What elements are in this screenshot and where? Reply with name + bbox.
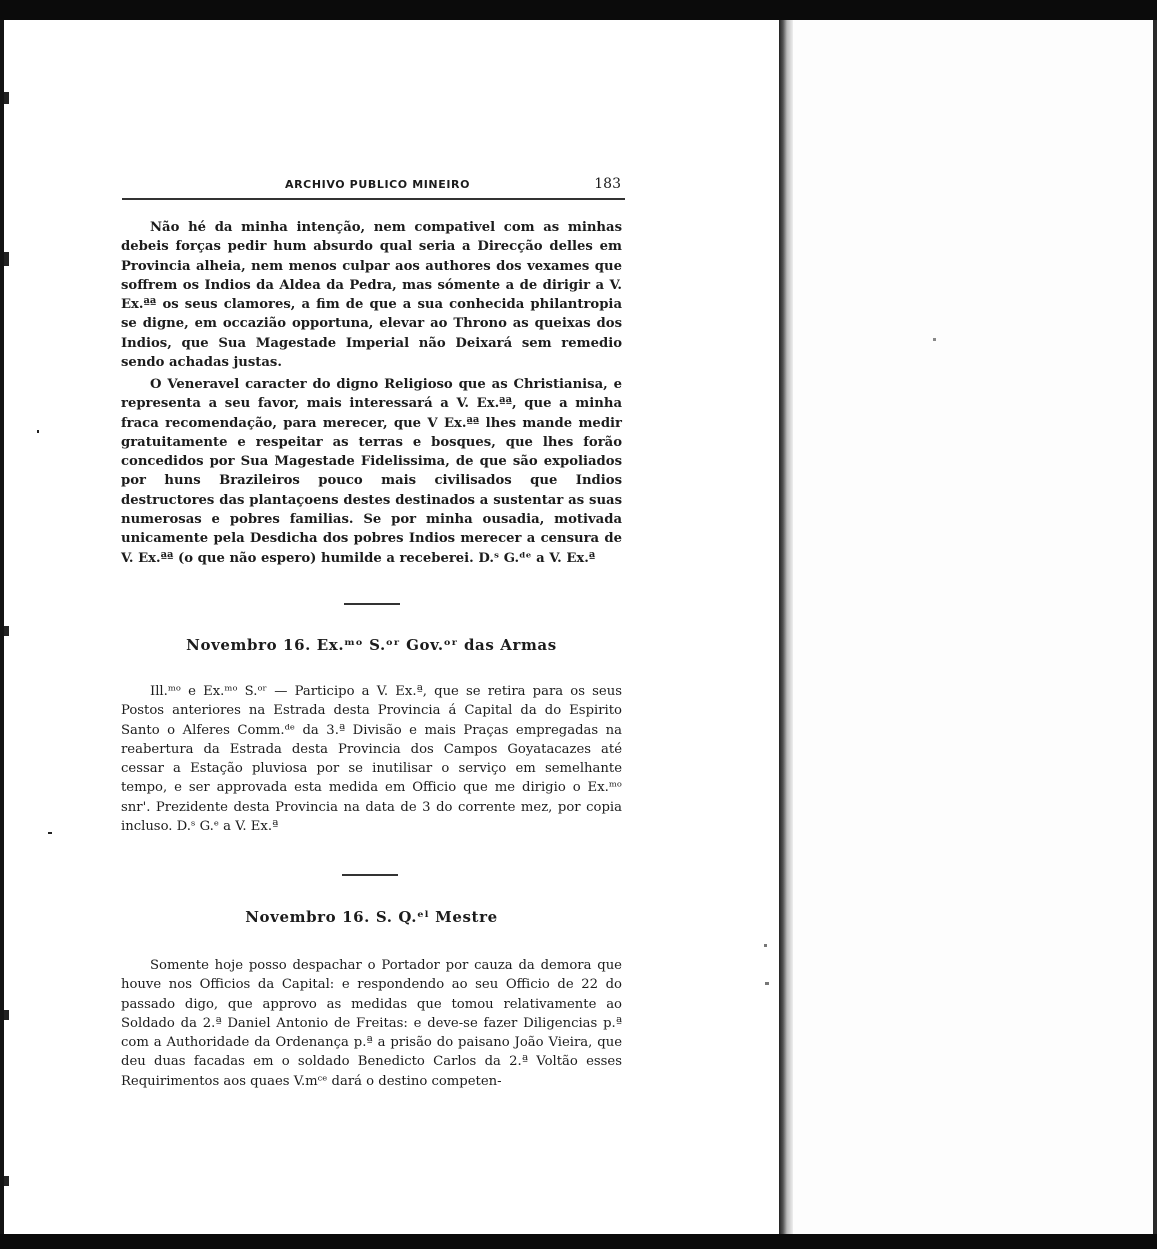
margin-mark bbox=[48, 832, 52, 834]
running-header bbox=[122, 176, 625, 198]
blank-facing-page bbox=[793, 20, 1157, 1234]
margin-mark bbox=[764, 944, 767, 947]
letter2-paragraph-1: Ill.ᵐᵒ e Ex.ᵐᵒ S.ᵒʳ — Participo a V. Ex.ª, que se retira para os seus Postos anteriores na Estrada desta Provincia á Capital da do Espirito Santo o Alferes Comm.ᵈᵉ da 3.ª Divisão e mais Praças empregadas na reabertura da Estrada desta Provincia dos Campos Goyatacazes até cessar a Estação pluviosa por se inutilisar o serviço em semelhante tempo, e ser approvada esta medida em Officio que me dirigio o Ex.ᵐᵒ snr'. Prezidente desta Provincia na data de 3 do corrente mez, por copia incluso. D.ˢ G.ᵉ a V. Ex.ª bbox=[121, 684, 622, 835]
margin-mark bbox=[4, 252, 9, 266]
margin-mark bbox=[4, 1010, 9, 1020]
margin-mark bbox=[933, 338, 936, 341]
page-number: 183 bbox=[594, 176, 621, 192]
scan-border-top bbox=[0, 0, 1157, 20]
header-rule bbox=[122, 198, 625, 200]
letter1-paragraph-1: Não hé da minha intenção, nem compativel com as minhas debeis forças pedir hum absurdo qual seria a Direcção delles em Provincia alheia, nem menos culpar aos authores dos vexames que soffrem os Indios da Aldea da Pedra, mas sómente a de dirigir a V. Ex.ªª os seus clamores, a fim de que a sua conhecida philantropia se digne, em occazião opportuna, elevar ao Throno as queixas dos Indios, que Sua Magestade Imperial não Deixará sem remedio sendo achadas justas. bbox=[121, 220, 622, 371]
margin-mark bbox=[4, 1176, 9, 1186]
section-divider bbox=[342, 874, 398, 876]
letter1-paragraph-2: O Veneravel caracter do digno Religioso que as Christianisa, e representa a seu favor, mais interessará a V. Ex.ªª, que a minha fraca recomendação, para merecer, que V Ex.ªª lhes mande medir gratuitamente e respeitar as terras e bosques, que lhes forão concedidos por Sua Magestade Fidelissima, de que são expoliados por huns Brazileiros pouco mais civilisados que Indios destructores das plantaçoens destes destinados a sustentar as suas numerosas e pobres familias. Se por minha ousadia, motivada unicamente pela Desdicha dos pobres Indios merecer a censura de V. Ex.ªª (o que não espero) humilde a receberei. D.ˢ G.ᵈᵉ a V. Ex.ª bbox=[121, 377, 622, 566]
letter2-heading: Novembro 16. Ex.ᵐᵒ S.ᵒʳ Gov.ᵒʳ das Armas bbox=[186, 636, 557, 654]
margin-mark bbox=[765, 982, 769, 985]
scan-border-right bbox=[1153, 20, 1157, 1234]
margin-mark bbox=[4, 626, 9, 636]
book-spine-shadow bbox=[779, 20, 793, 1234]
letter3-paragraph-1: Somente hoje posso despachar o Portador por cauza da demora que houve nos Officios da Capital: e respondendo ao seu Officio de 22 do passado digo, que approvo as medidas que tomou relativamente ao Soldado da 2.ª Daniel Antonio de Freitas: e deve-se fazer Diligencias p.ª com a Authoridade da Ordenança p.ª a prisão do paisano João Vieira, que deu duas facadas em o soldado Benedicto Carlos da 2.ª Voltão esses Requirimentos aos quaes V.mᶜᵉ dará o destino competen- bbox=[121, 958, 622, 1089]
section-divider bbox=[344, 603, 400, 605]
letter3-heading: Novembro 16. S. Q.ᵉˡ Mestre bbox=[245, 908, 498, 926]
margin-mark bbox=[37, 430, 39, 433]
margin-mark bbox=[4, 92, 9, 104]
scan-border-bottom bbox=[0, 1234, 1157, 1249]
running-header-title: ARCHIVO PUBLICO MINEIRO bbox=[285, 178, 471, 191]
